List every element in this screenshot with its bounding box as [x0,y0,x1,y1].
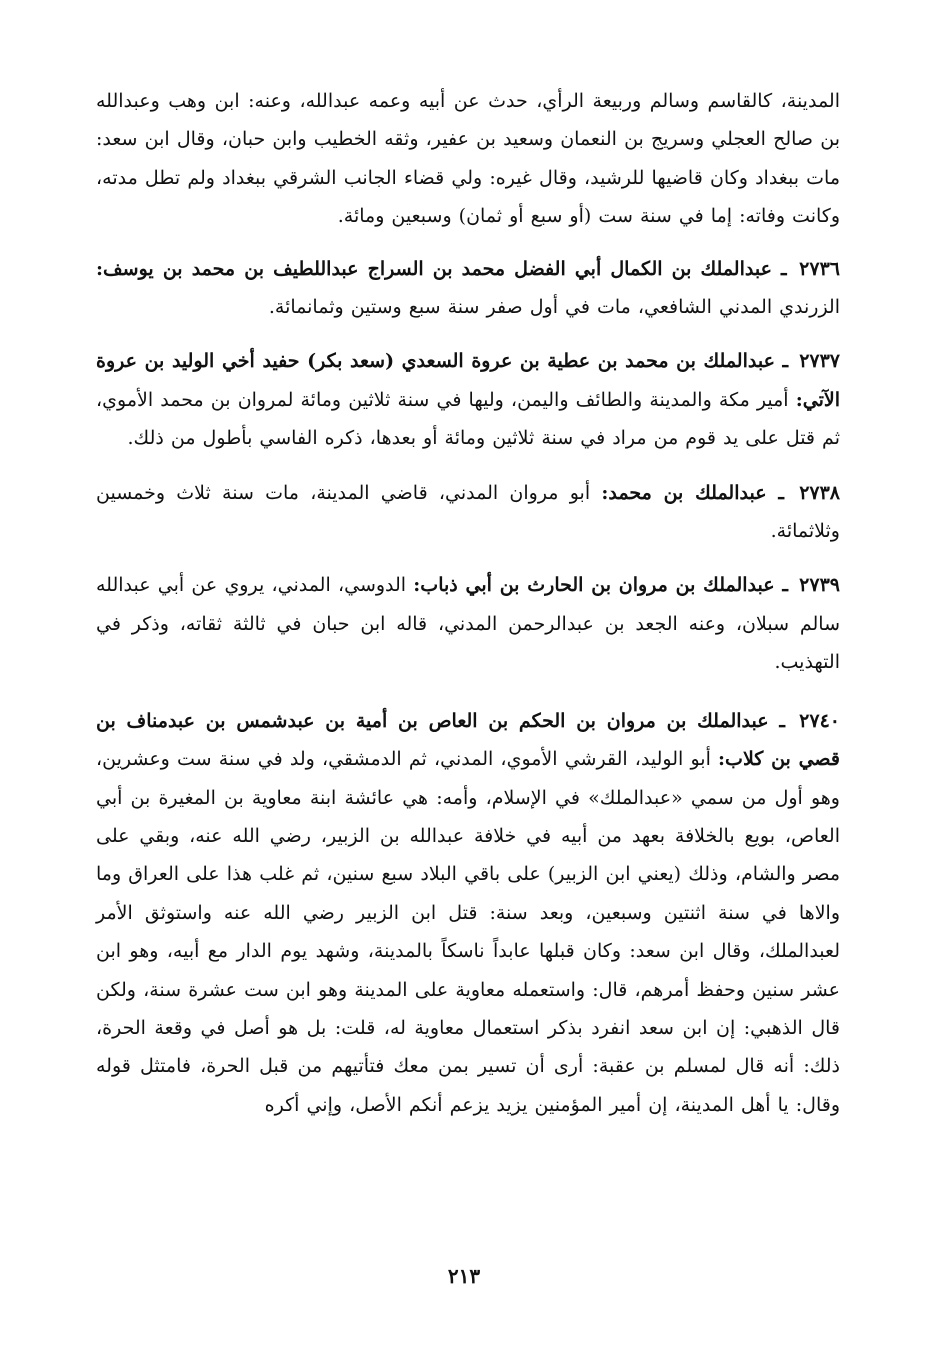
entry-number: ٢٧٣٧ [799,350,841,373]
entry-number: ٢٧٤٠ [799,709,840,732]
entry-body: الدوسي، المدني، يروي عن أبي عبدالله سالم سبلان، وعنه الجعد بن عبدالرحمن المدني، قاله ابن حبان في ثالثة ثقاته، وذكر في التهذيب. [96,574,840,674]
entry-heading: ـ عبدالملك بن مروان بن الحكم بن العاص بن أمية بن عبدشمس بن عبدمناف بن قصي بن كلاب: [96,709,840,771]
entry-body: أبو الوليد، القرشي الأموي، المدني، ثم الدمشقي، ولد في سنة ست وعشرين، وهو أول من سمي «عبدالملك» في الإسلام، وأمه: هي عائشة ابنة معاوية بن المغيرة بن أبي العاص، بويع بالخلافة بعهد من أبيه في خلافة عبدالله بن الزبير، رضي الله عنه، وبقي على مصر والشام، وذلك (يعني ابن الزبير) على باقي البلاد سبع سنين، ثم غلب هذا على العراق وما والاها في سنة اثنتين وسبعين، وبعد سنة: قتل ابن الزبير رضي الله عنه واستوثق الأمر لعبدالملك، وقال ابن سعد: وكان قبلها عابداً ناسكاً بالمدينة، وشهد يوم الدار مع أبيه، وهو ابن عشر سنين وحفظ أمرهم، قال: واستعمله معاوية على المدينة وهو ابن ست عشرة سنة، ولكن قال الذهبي: إن ابن سعد انفرد بذكر استعمال معاوية له، قلت: بل هو أصل في وقعة الحرة، ذلك: أنه قال لمسلم بن عقبة: أرى أن تسير بمن معك فتأتيهم من قبل الحرة، فامتثل قوله وقال: يا أهل المدينة، إن أمير المؤمنين يزيد يزعم أنكم الأصل، وإني أكره [96,748,840,1116]
entry-number: ٢٧٣٩ [799,574,840,597]
page-number: ٢١٣ [447,1264,481,1288]
entry-number: ٢٧٣٦ [799,257,840,280]
continuation-paragraph: المدينة، كالقاسم وسالم وربيعة الرأي، حدث عن أبيه وعمه عبدالله، وعنه: ابن وهب وعبدالله بن صالح العجلي وسريج بن النعمان وسعيد بن عفير، وثقه الخطيب وابن حبان، وقال ابن سعد: مات ببغداد وكان قاضيها للرشيد، وقال غيره: ولي قضاء الجانب الشرقي ببغداد ولم تطل مدته، وكانت وفاته: إما في سنة ست (أو سبع أو ثمان) وسبعين ومائة. [96,90,840,228]
entry-heading: ـ عبدالملك بن الكمال أبي الفضل محمد بن السراج عبداللطيف بن محمد بن يوسف: [96,257,787,280]
entry-body: أمير مكة والمدينة والطائف واليمن، وليها في سنة ثلاثين ومائة لمروان بن محمد الأموي، ثم قتل على يد قوم من مراد في سنة ثلاثين ومائة أو بعدها، ذكره الفاسي بأطول من ذلك. [96,388,840,450]
entry-heading: ـ عبدالملك بن محمد بن عطية بن عروة السعدي (سعد بكر) حفيد أخي الوليد بن عروة الآتي: [96,350,840,411]
entry-2738 [96,474,840,551]
page-body [96,82,840,1124]
entry-2739 [96,566,840,681]
entry-2740 [96,702,840,1124]
entry-2737 [96,342,840,457]
entry-number: ٢٧٣٨ [799,481,841,504]
entry-body: أبو مروان المدني، قاضي المدينة، مات سنة ثلاث وخمسين وثلاثمائة. [96,481,840,543]
entry-2736 [96,250,840,327]
entry-heading: ـ عبدالملك بن محمد: [601,481,784,504]
entry-body: الزرندي المدني الشافعي، مات في أول صفر سنة سبع وستين وثمانمائة. [268,296,840,319]
entry-heading: ـ عبدالملك بن مروان بن الحارث بن أبي ذباب: [413,574,788,597]
